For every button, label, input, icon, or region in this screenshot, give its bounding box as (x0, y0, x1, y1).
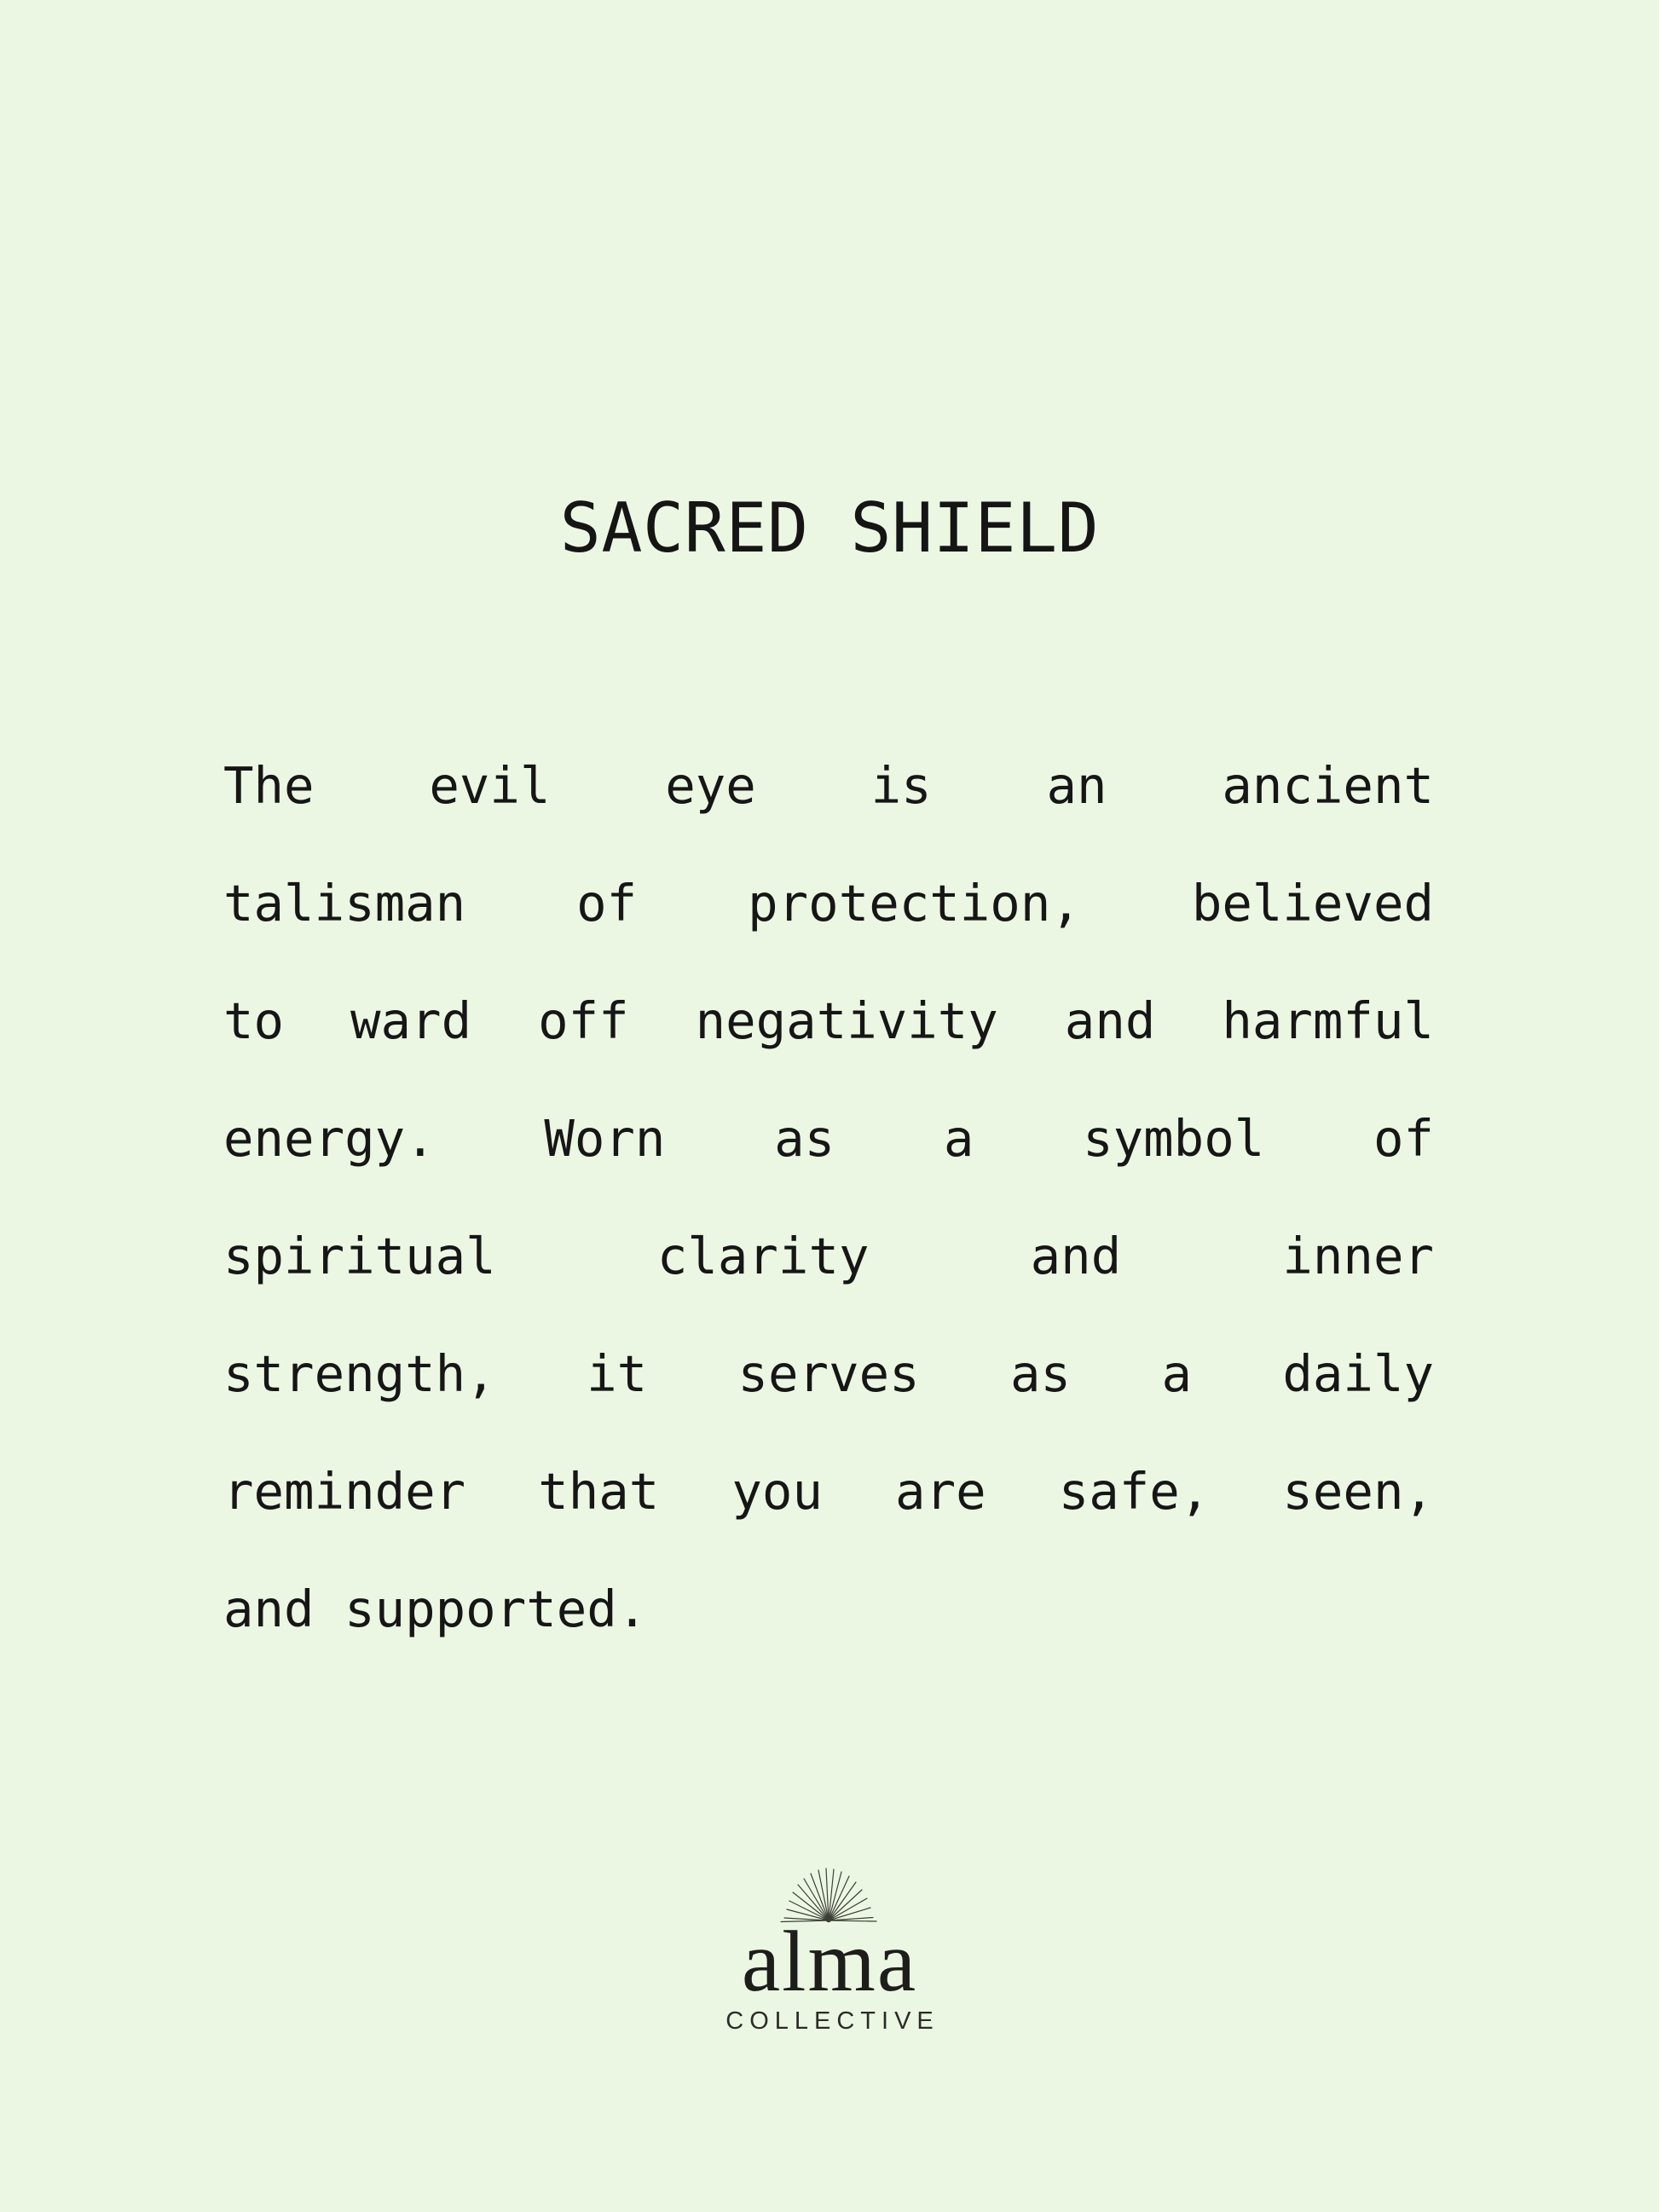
body-line: reminder that you are safe, seen, (223, 1462, 1434, 1521)
body-line: strength, it serves as a daily (223, 1344, 1434, 1403)
body-line: to ward off negativity and harmful (223, 991, 1434, 1050)
page-title: SACRED SHIELD (559, 488, 1100, 568)
body-line: energy. Worn as a symbol of (223, 1109, 1434, 1168)
body-line: and supported. (223, 1580, 648, 1638)
body-line: talisman of protection, believed (223, 874, 1434, 933)
brand-tagline: COLLECTIVE (725, 2007, 939, 2035)
body-line: spiritual clarity and inner (223, 1227, 1434, 1285)
brand-name: alma (741, 1914, 918, 2010)
body-line: The evil eye is an ancient (223, 756, 1434, 815)
